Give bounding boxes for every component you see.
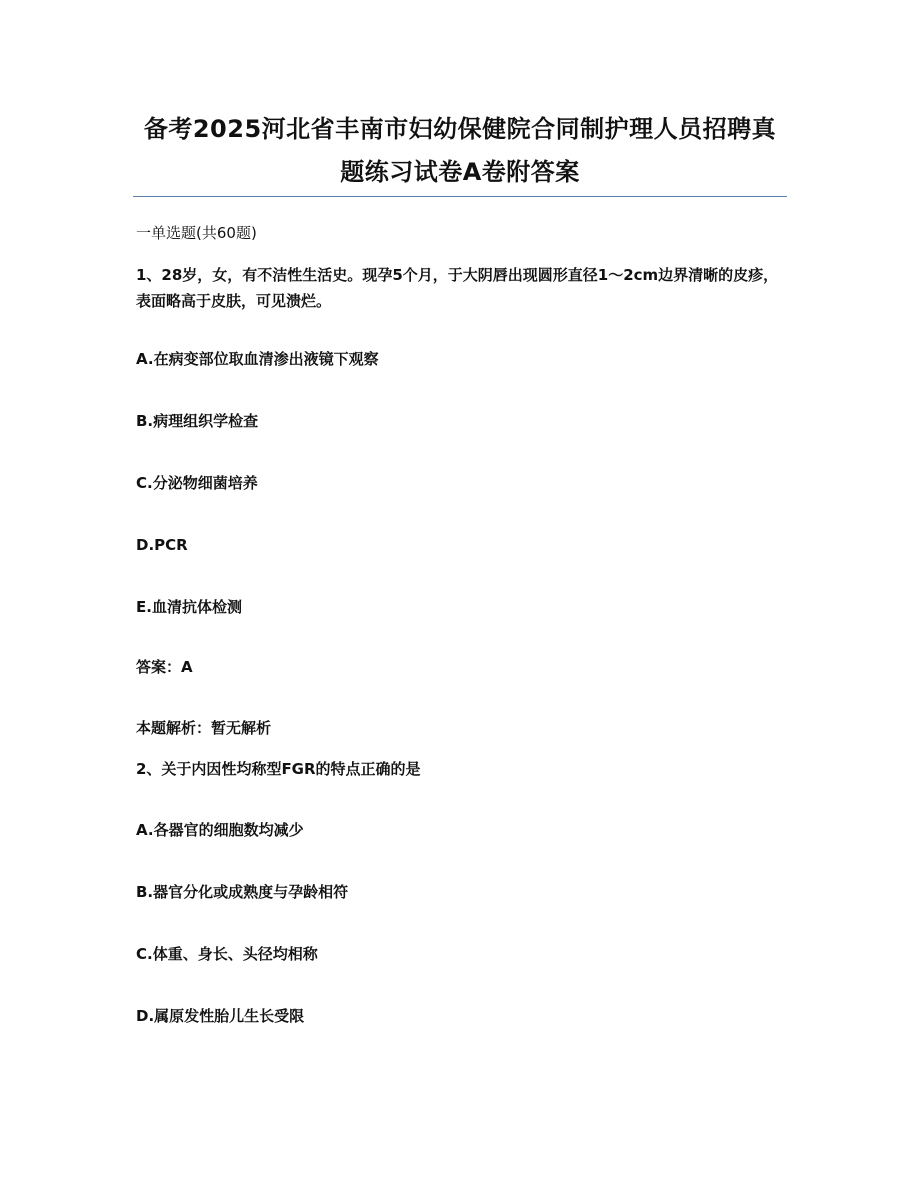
question-1-option-d: D.PCR	[136, 536, 188, 554]
question-1-analysis: 本题解析：暂无解析	[136, 719, 272, 737]
question-2-option-d: D.属原发性胎儿生长受限	[136, 1007, 305, 1025]
question-1-answer: 答案：A	[136, 658, 193, 676]
title-divider	[133, 196, 787, 197]
question-1-option-a: A.在病变部位取血清渗出液镜下观察	[136, 350, 379, 368]
question-1-option-e: E.血清抗体检测	[136, 598, 242, 616]
question-1-option-b: B.病理组织学检查	[136, 412, 259, 430]
question-2-option-a: A.各器官的细胞数均减少	[136, 821, 304, 839]
question-2-option-b: B.器官分化或成熟度与孕龄相符	[136, 883, 349, 901]
section-heading: 一单选题(共60题)	[136, 224, 257, 242]
document-title-line-2: 题练习试卷A卷附答案	[340, 158, 580, 186]
question-2-text: 2、关于内因性均称型FGR的特点正确的是	[136, 760, 421, 778]
question-2-option-c: C.体重、身长、头径均相称	[136, 945, 318, 963]
question-1-option-c: C.分泌物细菌培养	[136, 474, 258, 492]
document-title-line-1: 备考2025河北省丰南市妇幼保健院合同制护理人员招聘真	[143, 115, 777, 143]
question-1-text: 1、28岁，女，有不洁性生活史。现孕5个月，于大阴唇出现圆形直径1～2cm边界清晰的皮疹，表面略高于皮肤，可见溃烂。	[136, 266, 779, 310]
